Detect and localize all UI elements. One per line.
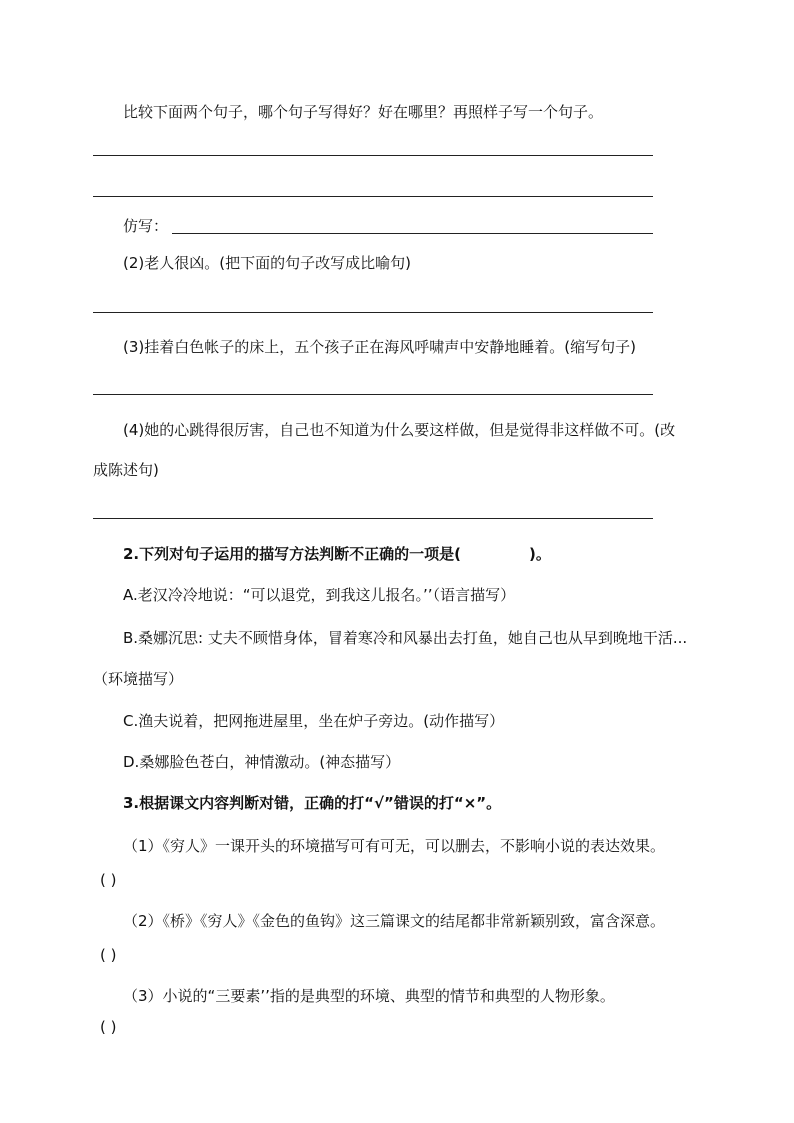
- q4-prompt-line2: 成陈述句): [93, 461, 159, 479]
- q3-item-1-text: （1）《穷人》一课开头的环境描写可有可无，可以删去，不影响小说的表达效果。: [123, 837, 666, 855]
- imitate-label: 仿写：: [123, 217, 169, 235]
- q3-answer-line[interactable]: [93, 394, 653, 395]
- q3-item-3-answer[interactable]: ( ): [100, 1018, 117, 1036]
- q2-prompt: (2)老人很凶。(把下面的句子改写成比喻句): [123, 254, 411, 272]
- q3-item-2-text: （2）《桥》《穷人》《金色的鱼钩》这三篇课文的结尾都非常新颖别致，富含深意。: [123, 912, 666, 930]
- option-a: A.老汉冷冷地说：“可以退党，到我这儿报名。’’（语言描写）: [123, 586, 516, 604]
- option-c: C.渔夫说着，把网拖进屋里，坐在炉子旁边。(动作描写）: [123, 712, 505, 730]
- q3-prompt: (3)挂着白色帐子的床上，五个孩子正在海风呼啸声中安静地睡着。(缩写句子): [123, 338, 636, 356]
- question3-stem: 3.根据课文内容判断对错，正确的打“√”错误的打“×”。: [123, 794, 502, 812]
- option-d: D.桑娜脸色苍白，神情激动。(神态描写）: [123, 753, 401, 771]
- option-b-line1: B.桑娜沉思: 丈夫不顾惜身体，冒着寒冷和风暴出去打鱼，她自己也从早到晚地干活...: [123, 629, 688, 647]
- q3-item-2-answer[interactable]: ( ): [100, 946, 117, 964]
- answer-line-2[interactable]: [93, 196, 653, 197]
- answer-line-1[interactable]: [93, 155, 653, 156]
- q4-answer-line[interactable]: [93, 518, 653, 519]
- imitate-answer-line[interactable]: [172, 233, 653, 234]
- question2-stem-end: )。: [529, 545, 551, 563]
- q2-answer-line[interactable]: [93, 312, 653, 313]
- q4-prompt-line1: (4)她的心跳得很厉害，自己也不知道为什么要这样做，但是觉得非这样做不可。(改: [123, 421, 676, 439]
- q3-item-3-text: （3）小说的“三要素’’指的是典型的环境、典型的情节和典型的人物形象。: [123, 987, 615, 1005]
- q3-item-1-answer[interactable]: ( ): [100, 871, 117, 889]
- sentence-compare-prompt: 比较下面两个句子，哪个句子写得好？好在哪里？再照样子写一个句子。: [123, 103, 604, 121]
- question2-stem: 2.下列对句子运用的描写方法判断不正确的一项是(: [123, 545, 461, 563]
- option-b-line2: （环境描写）: [93, 670, 184, 688]
